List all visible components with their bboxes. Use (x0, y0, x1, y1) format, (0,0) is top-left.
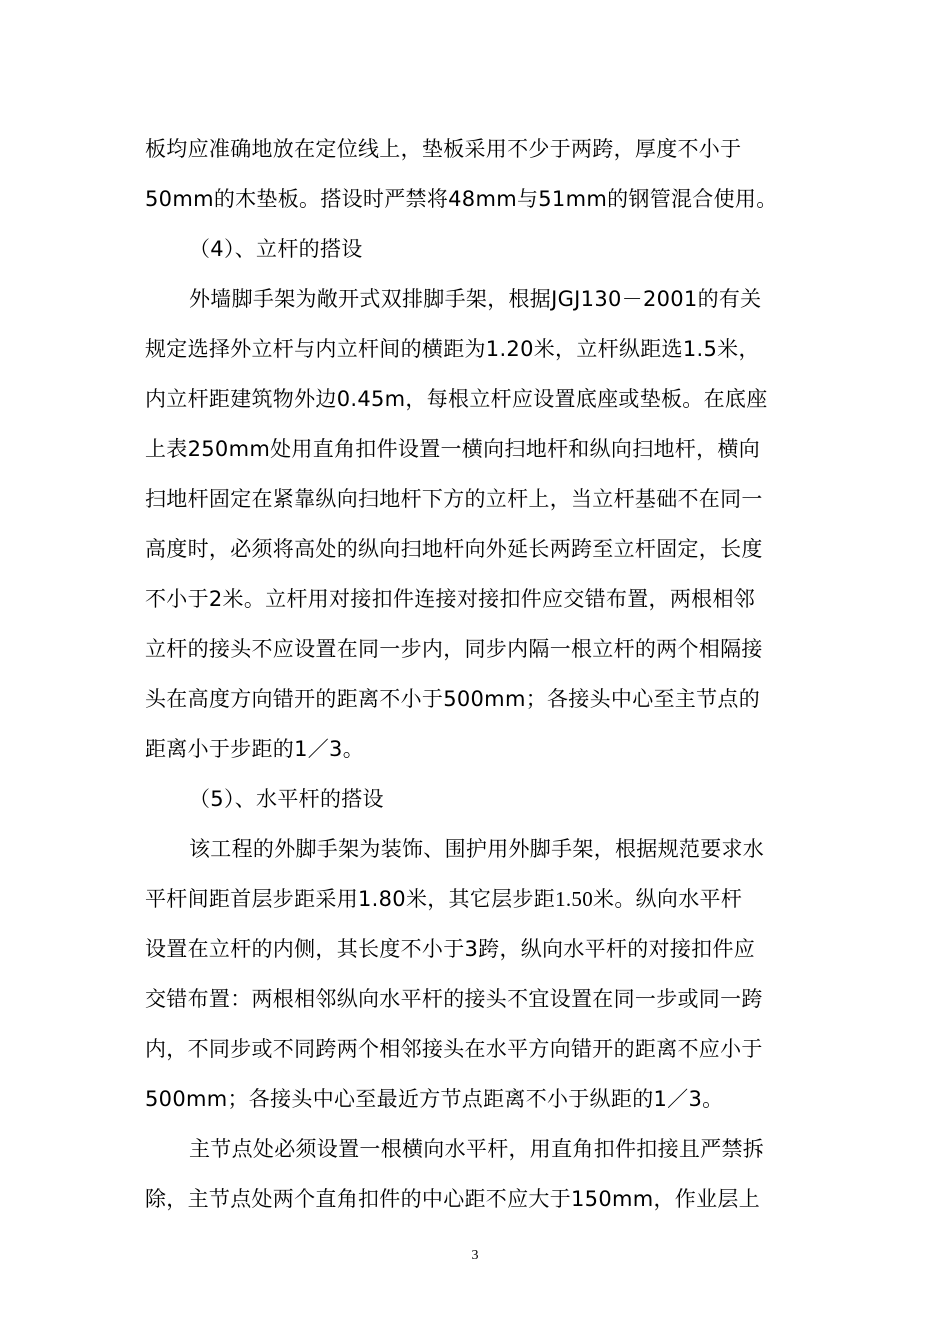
text-span: 平杆间距首层步距采用1.80米，其它层步距 (145, 887, 556, 911)
body-text-line: 扫地杆固定在紧靠纵向扫地杆下方的立杆上，当立杆基础不在同一 (145, 487, 763, 511)
body-text-line: 50mm的木垫板。搭设时严禁将48mm与51mm的钢管混合使用。 (145, 187, 778, 211)
body-text-line: 距离小于步距的1／3。 (145, 737, 365, 761)
page-number: 3 (471, 1248, 479, 1263)
body-text-line: 除，主节点处两个直角扣件的中心距不应大于150mm，作业层上 (145, 1187, 760, 1211)
body-text-line: 板均应准确地放在定位线上，垫板采用不少于两跨，厚度不小于 (145, 137, 742, 161)
body-text-line (145, 884, 742, 914)
body-text-line: 不小于2米。立杆用对接扣件连接对接扣件应交错布置，两根相邻 (145, 587, 756, 611)
body-text-line: 立杆的接头不应设置在同一步内，同步内隔一根立杆的两个相隔接 (145, 637, 763, 661)
body-text-line: 500mm；各接头中心至最近方节点距离不小于纵距的1／3。 (145, 1087, 724, 1111)
text-span-serif-number: 1.50 (555, 887, 594, 911)
body-text-line: 交错布置：两根相邻纵向水平杆的接头不宜设置在同一步或同一跨 (145, 987, 763, 1011)
body-text-line: 规定选择外立杆与内立杆间的横距为1.20米，立杆纵距选1.5米， (145, 337, 760, 361)
body-text-line: 高度时，必须将高处的纵向扫地杆向外延长两跨至立杆固定，长度 (145, 537, 763, 561)
body-text-line: 设置在立杆的内侧，其长度不小于3跨，纵向水平杆的对接扣件应 (145, 937, 756, 961)
section-heading-uprights: （4）、立杆的搭设 (189, 237, 363, 261)
body-text-line: 内，不同步或不同跨两个相邻接头在水平方向错开的距离不应小于 (145, 1037, 763, 1061)
body-text-line: 外墙脚手架为敞开式双排脚手架，根据JGJ130－2001的有关 (189, 287, 762, 311)
text-span: 米。纵向水平杆 (593, 887, 743, 911)
body-text-line: 头在高度方向错开的距离不小于500mm；各接头中心至主节点的 (145, 687, 760, 711)
body-text-line: 该工程的外脚手架为装饰、围护用外脚手架，根据规范要求水 (189, 837, 765, 861)
body-text-line: 上表250mm处用直角扣件设置一横向扫地杆和纵向扫地杆，横向 (145, 437, 760, 461)
body-text-line: 主节点处必须设置一根横向水平杆，用直角扣件扣接且严禁拆 (189, 1137, 765, 1161)
section-heading-horizontal-bars: （5）、水平杆的搭设 (189, 787, 384, 811)
body-text-line: 内立杆距建筑物外边0.45m，每根立杆应设置底座或垫板。在底座 (145, 387, 768, 411)
